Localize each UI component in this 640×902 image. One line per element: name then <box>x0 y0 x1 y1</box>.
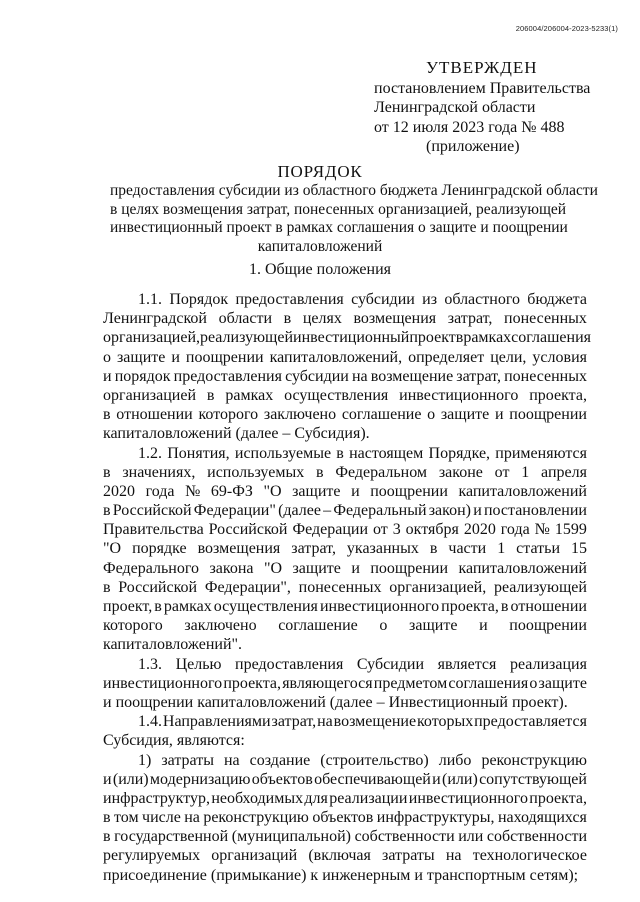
document-subtitle <box>110 182 598 256</box>
text-line: присоединение (примыкание) к инженерным и транспортным сетям); <box>103 866 579 884</box>
document-title: ПОРЯДОК <box>277 162 363 181</box>
text-line: в том числе на реконструкцию объектов инфраструктуры, находящихся <box>103 809 587 827</box>
text-line: в значениях, используемых в Федеральном законе от 1 апреля <box>103 463 587 481</box>
text-line: 1.3. Целью предоставления Субсидии является реализация <box>138 655 587 673</box>
approval-line-1: постановлением Правительства <box>374 79 591 97</box>
text-line: 2020 года № 69-ФЗ "О защите и поощрении капиталовложений <box>103 482 587 500</box>
text-line: организацией в рамках осуществления инвестиционного проекта, <box>103 386 587 404</box>
text-line: Правительства Российской Федерации от 3 октября 2020 года № 1599 <box>103 521 587 539</box>
text-line: инфраструктур, необходимых для реализации инвестиционного проекта, <box>103 789 587 807</box>
text-line: 1) затраты на создание (строительство) либо реконструкцию <box>138 751 587 769</box>
approval-line-2: Ленинградской области <box>374 99 536 116</box>
text-line: 1.2. Понятия, используемые в настоящем Порядке, применяются <box>138 444 587 462</box>
text-line: капиталовложений". <box>103 636 243 654</box>
body-text <box>103 290 592 885</box>
text-line: в государственной (муниципальной) собственности или собственности <box>103 828 587 846</box>
subtitle-line: в целях возмещения затрат, понесенных организацией, реализующей <box>110 200 567 218</box>
text-line: в отношении которого заключено соглашение о защите и поощрении <box>103 406 587 424</box>
approval-block <box>374 58 614 157</box>
text-line: регулируемых организаций (включая затраты на технологическое <box>103 847 587 865</box>
subtitle-line: капиталовложений <box>257 237 383 255</box>
document-id: 206004/206004-2023-5233(1) <box>515 24 618 33</box>
text-line: капиталовложений (далее – Субсидия). <box>103 425 370 443</box>
text-line: 1.1. Порядок предоставления субсидии из областного бюджета <box>138 291 587 308</box>
text-line: в Российской Федерации" (далее – Федеральный закон) и постановлении <box>103 502 587 520</box>
text-line: Федерального закона "О защите и поощрении капиталовложений <box>103 559 587 577</box>
subtitle-line: предоставления субсидии из областного бюджета Ленинградской области <box>110 182 598 199</box>
text-line: и (или) модернизацию объектов обеспечивающей и (или) сопутствующей <box>103 770 587 788</box>
approval-line-3: от 12 июля 2023 года № 488 <box>374 118 565 136</box>
text-line: в Российской Федерации", понесенных организацией, реализующей <box>103 578 587 596</box>
text-line: которого заключено соглашение о защите и поощрении <box>103 617 587 635</box>
text-line: 1.4. Направлениями затрат, на возмещение которых предоставляется <box>138 713 587 731</box>
text-line: проект, в рамках осуществления инвестиционного проекта, в отношении <box>103 598 587 615</box>
text-line: Субсидия, являются: <box>103 732 245 750</box>
approval-note: (приложение) <box>426 138 520 155</box>
subtitle-line: инвестиционный проект в рамках соглашения о защите и поощрении <box>110 219 568 236</box>
text-line: Ленинградской области в целях возмещения затрат, понесенных <box>103 310 587 328</box>
approval-title: УТВЕРЖДЕН <box>426 58 538 77</box>
text-line: и поощрении капиталовложений (далее – Инвестиционный проект). <box>103 693 568 711</box>
text-line: о защите и поощрении капиталовложений, определяет цели, условия <box>103 348 587 366</box>
section-heading: 1. Общие положения <box>248 261 392 278</box>
text-line: "О порядке возмещения затрат, указанных в части 1 статьи 15 <box>103 540 587 558</box>
text-line: и порядок предоставления субсидии на возмещение затрат, понесенных <box>103 367 587 385</box>
text-line: организацией, реализующей инвестиционный проект в рамках соглашения <box>103 329 592 347</box>
text-line: инвестиционного проекта, являющегося предметом соглашения о защите <box>103 674 587 692</box>
